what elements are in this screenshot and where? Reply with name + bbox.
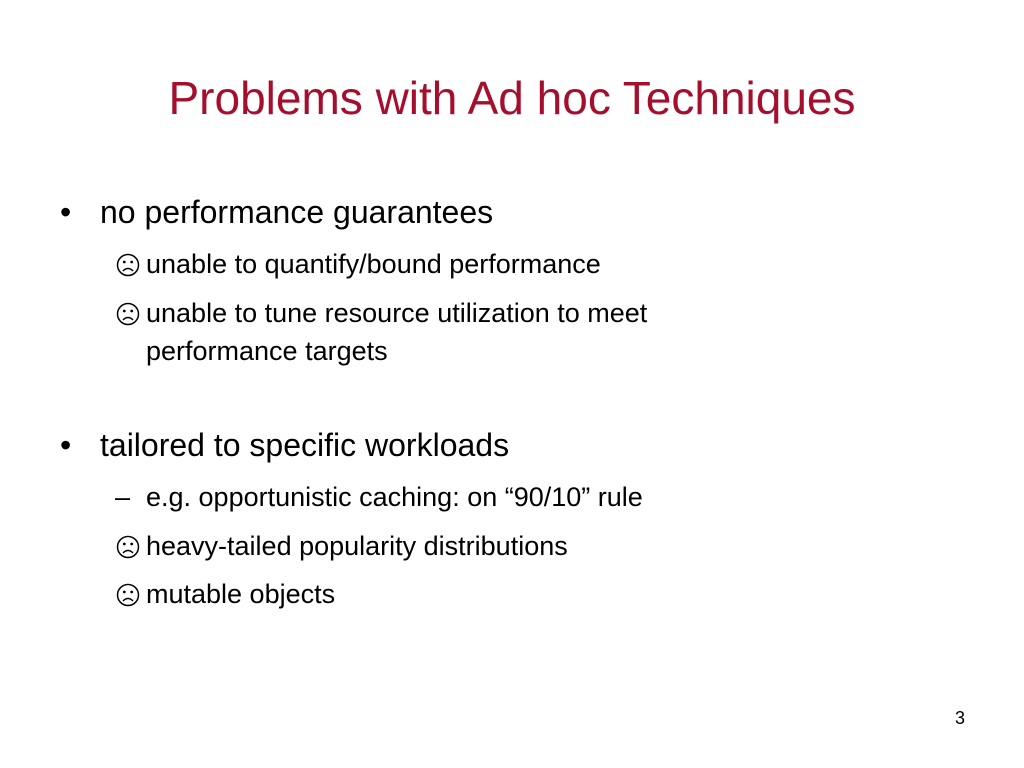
frown-face-icon-graphic <box>116 583 140 607</box>
dash-marker <box>115 478 145 516</box>
frown-face-icon <box>115 575 145 613</box>
frown-face-icon-graphic <box>116 253 140 277</box>
frown-face-icon <box>115 527 145 565</box>
sub-bullet-text: mutable objects <box>146 579 336 609</box>
sub-bullet-text: e.g. opportunistic caching: on “90/10” rule <box>146 482 643 512</box>
sub-bullet-text: heavy-tailed popularity distributions <box>146 531 568 561</box>
bullet-text: tailored to specific workloads <box>100 427 510 463</box>
bullet-marker: • <box>60 194 72 230</box>
frown-face-icon <box>115 245 145 283</box>
frown-face-icon-graphic <box>116 535 140 559</box>
bullet-text: no performance guarantees <box>100 194 494 230</box>
bullet-marker: • <box>60 427 72 463</box>
slide-title: Problems with Ad hoc Techniques <box>168 72 856 124</box>
sub-bullet-item <box>115 478 643 516</box>
bullet-item <box>60 192 493 232</box>
sub-bullet-item <box>115 294 647 370</box>
page-number: 3 <box>954 708 965 728</box>
frown-face-icon-graphic <box>116 302 140 326</box>
sub-bullet-item <box>115 575 335 613</box>
sub-bullet-item <box>115 527 568 565</box>
sub-bullet-text: unable to tune resource utilization to meet <box>146 298 648 328</box>
bullet-item <box>60 425 509 465</box>
sub-bullet-item <box>115 245 601 283</box>
sub-bullet-text-continued: performance targets <box>146 336 388 366</box>
sub-bullet-text: unable to quantify/bound performance <box>146 249 601 279</box>
dash-marker-text: – <box>115 482 131 512</box>
frown-face-icon <box>115 294 145 332</box>
